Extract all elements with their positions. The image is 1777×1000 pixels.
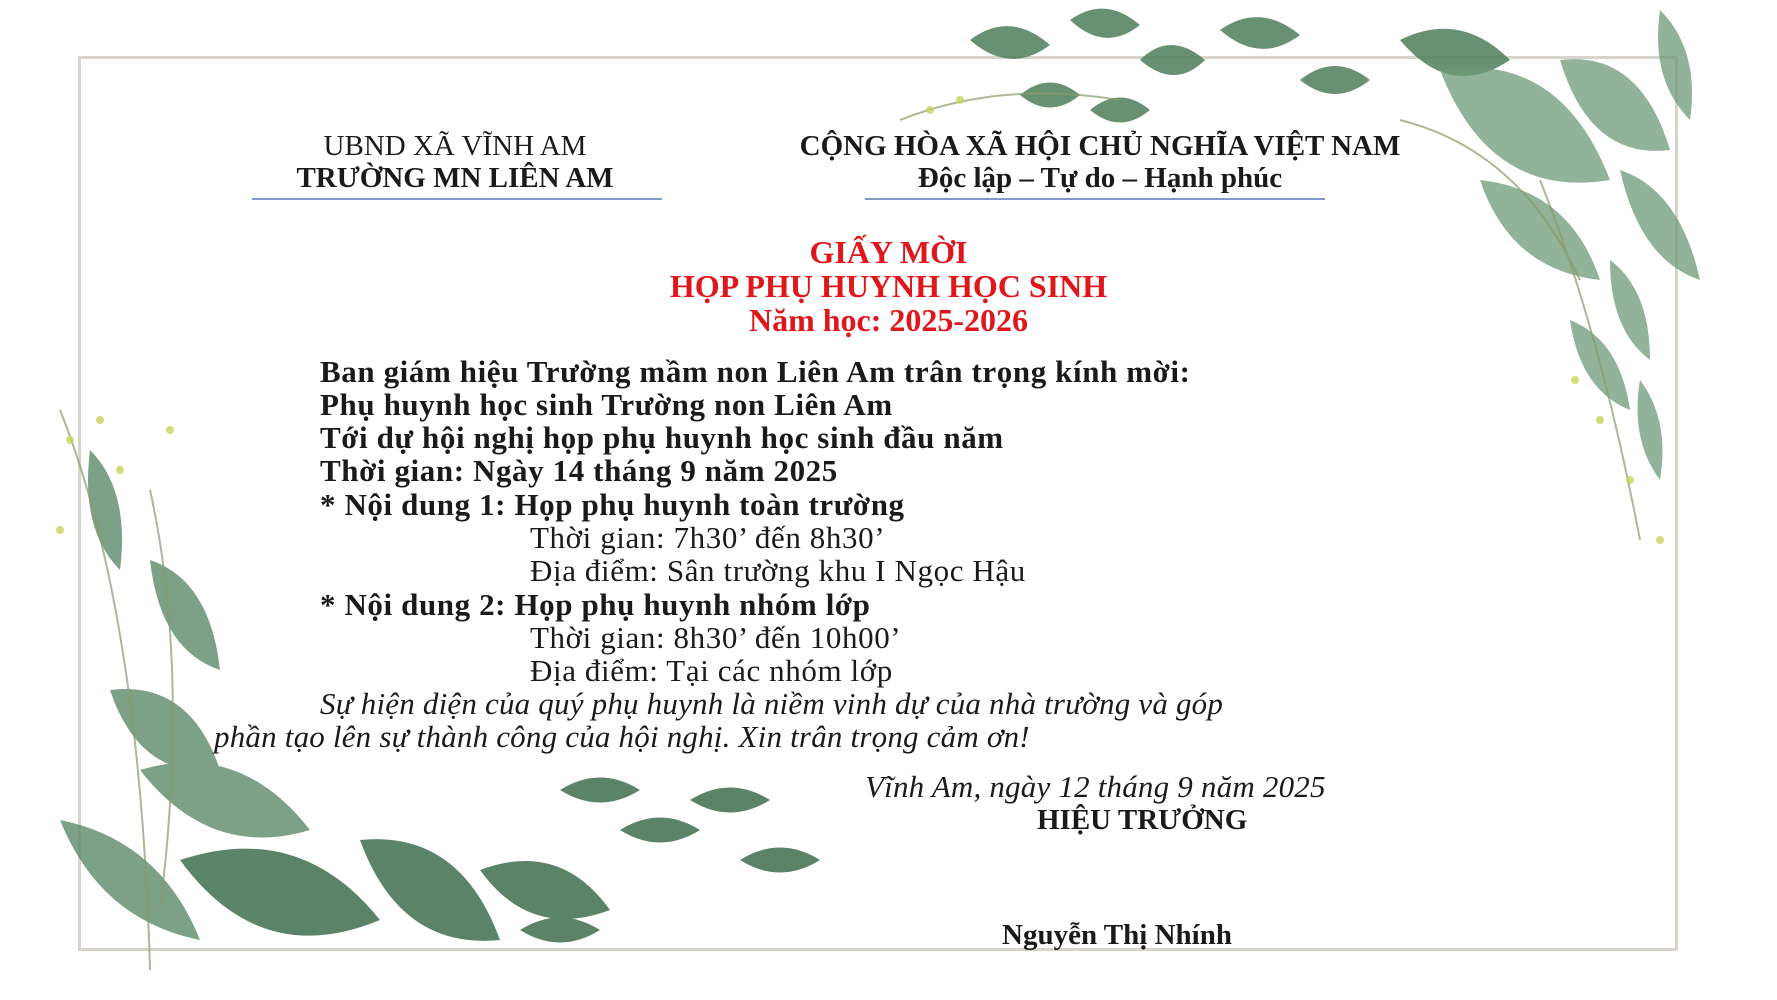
document-title: GIẤY MỜI [809, 234, 968, 270]
national-title: CỘNG HÒA XÃ HỘI CHỦ NGHĨA VIỆT NAM [799, 130, 1401, 162]
school-year: Năm học: 2025-2026 [748, 302, 1029, 338]
content2-place: Địa điểm: Tại các nhóm lớp [530, 653, 893, 688]
invitee-line: Phụ huynh học sinh Trường non Liên Am [320, 387, 893, 422]
signature-role: HIỆU TRƯỞNG [1037, 804, 1248, 836]
header-left-underline [252, 198, 662, 200]
content2-title: * Nội dung 2: Họp phụ huynh nhóm lớp [320, 587, 871, 622]
content2-time: Thời gian: 8h30’ đến 10h00’ [530, 620, 902, 655]
signature-date: Vĩnh Am, ngày 12 tháng 9 năm 2025 [865, 769, 1326, 804]
document-subtitle: HỌP PHỤ HUYNH HỌC SINH [669, 268, 1108, 304]
closing-line-1: Sự hiện diện của quý phụ huynh là niềm vinh dự của nhà trường và góp [320, 686, 1224, 721]
invitation-line: Ban giám hiệu Trường mầm non Liên Am trân trọng kính mời: [320, 354, 1191, 389]
date-line: Thời gian: Ngày 14 tháng 9 năm 2025 [320, 453, 838, 488]
school-name: TRƯỜNG MN LIÊN AM [296, 162, 614, 194]
content1-time: Thời gian: 7h30’ đến 8h30’ [530, 520, 886, 555]
content1-title: * Nội dung 1: Họp phụ huynh toàn trường [320, 487, 905, 522]
closing-line-2: phần tạo lên sự thành công của hội nghị. Xin trân trọng cảm ơn! [214, 719, 1030, 754]
header-left [200, 130, 710, 194]
header-right [700, 130, 1500, 194]
signer-name: Nguyễn Thị Nhính [1002, 919, 1232, 951]
content1-place: Địa điểm: Sân trường khu I Ngọc Hậu [530, 553, 1026, 588]
national-motto: Độc lập – Tự do – Hạnh phúc [917, 162, 1283, 194]
header-right-underline [865, 198, 1325, 200]
purpose-line: Tới dự hội nghị họp phụ huynh học sinh đầu năm [320, 420, 1004, 455]
authority-name: UBND XÃ VĨNH AM [323, 130, 587, 162]
